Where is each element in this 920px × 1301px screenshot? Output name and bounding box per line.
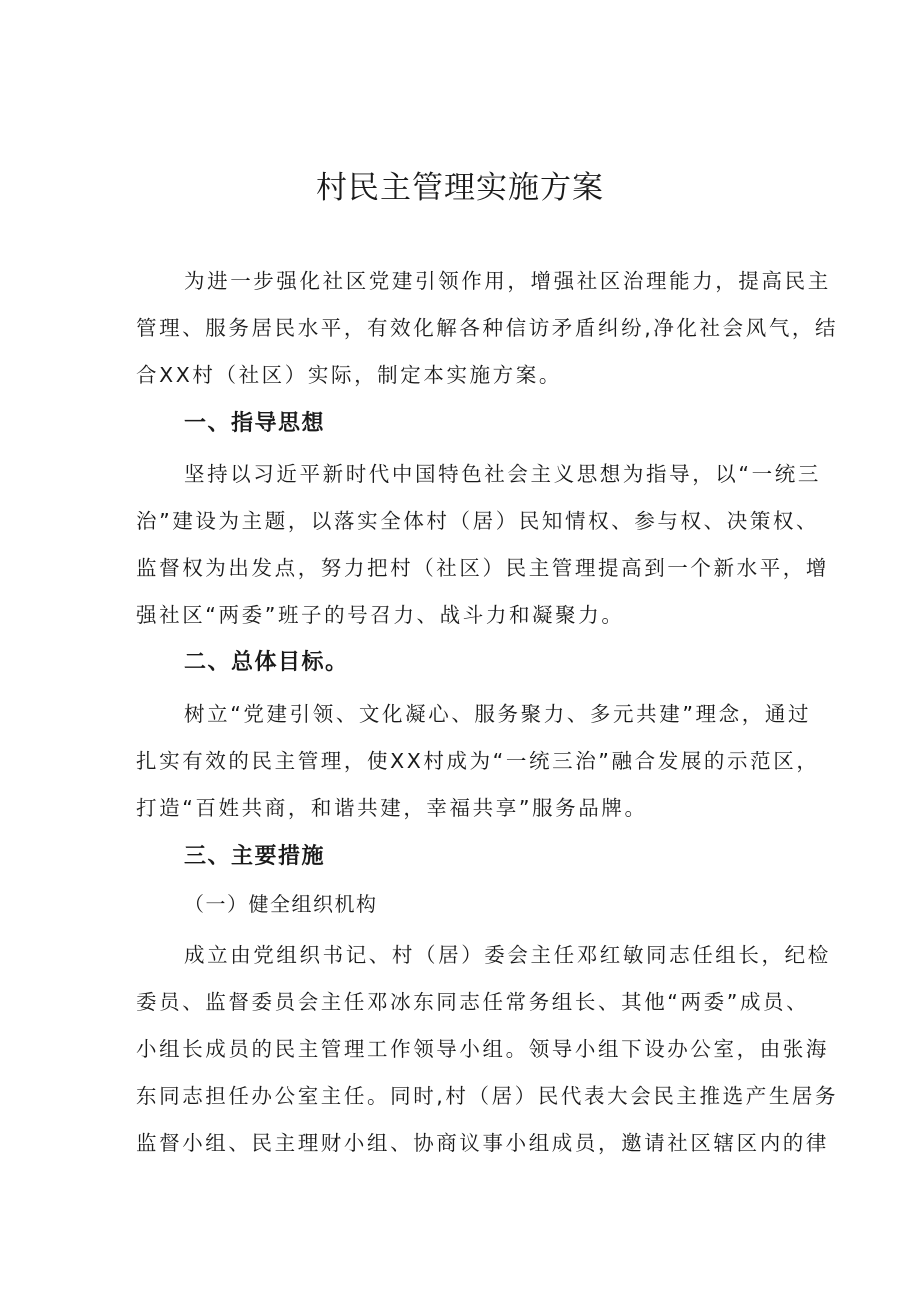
section-3-line-5: 监督小组、民主理财小组、协商议事小组成员，邀请社区辖区内的律: [136, 1131, 829, 1155]
section-1-paragraph: [136, 451, 829, 639]
section-1-line-1: 坚持以习近平新时代中国特色社会主义思想为指导，以“一统三: [184, 462, 821, 486]
section-1-heading: 一、指导思想: [184, 411, 326, 436]
document-title: 村民主管理实施方案: [316, 170, 604, 206]
intro-line-2: 管理、服务居民水平，有效化解各种信访矛盾纠纷,净化社会风气，结: [136, 316, 839, 340]
section-3-line-4: 东同志担任办公室主任。同时,村（居）民代表大会民主推选产生居务: [136, 1084, 839, 1108]
section-2-heading: 二、总体目标。: [184, 650, 349, 675]
section-1-line-2: 治”建设为主题，以落实全体村（居）民知情权、参与权、决策权、: [136, 509, 820, 533]
section-3-paragraph: [136, 932, 839, 1167]
intro-paragraph: [136, 258, 839, 399]
section-2-line-1: 树立“党建引领、文化凝心、服务聚力、多元共建”理念，通过: [184, 702, 812, 726]
section-2-line-2: 扎实有效的民主管理，使XX村成为“一统三治”融合发展的示范区，: [136, 749, 820, 773]
section-2-paragraph: [136, 691, 820, 832]
section-2-line-3: 打造“百姓共商，和谐共建，幸福共享”服务品牌。: [136, 796, 648, 820]
intro-line-1: 为进一步强化社区党建引领作用，增强社区治理能力，提高民主: [184, 269, 831, 293]
section-1-line-3: 监督权为出发点，努力把村（社区）民主管理提高到一个新水平，增: [136, 556, 829, 580]
section-3-line-3: 小组长成员的民主管理工作领导小组。领导小组下设办公室，由张海: [136, 1037, 829, 1061]
section-3-subheading: （一）健全组织机构: [184, 892, 378, 916]
section-3-heading: 三、主要措施: [184, 844, 326, 869]
section-3-line-1: 成立由党组织书记、村（居）委会主任邓红敏同志任组长，纪检: [184, 943, 831, 967]
intro-line-3: 合XX村（社区）实际，制定本实施方案。: [136, 363, 562, 387]
section-3-line-2: 委员、监督委员会主任邓冰东同志任常务组长、其他“两委”成员、: [136, 990, 810, 1014]
section-1-line-4: 强社区“两委”班子的号召力、战斗力和凝聚力。: [136, 603, 625, 627]
